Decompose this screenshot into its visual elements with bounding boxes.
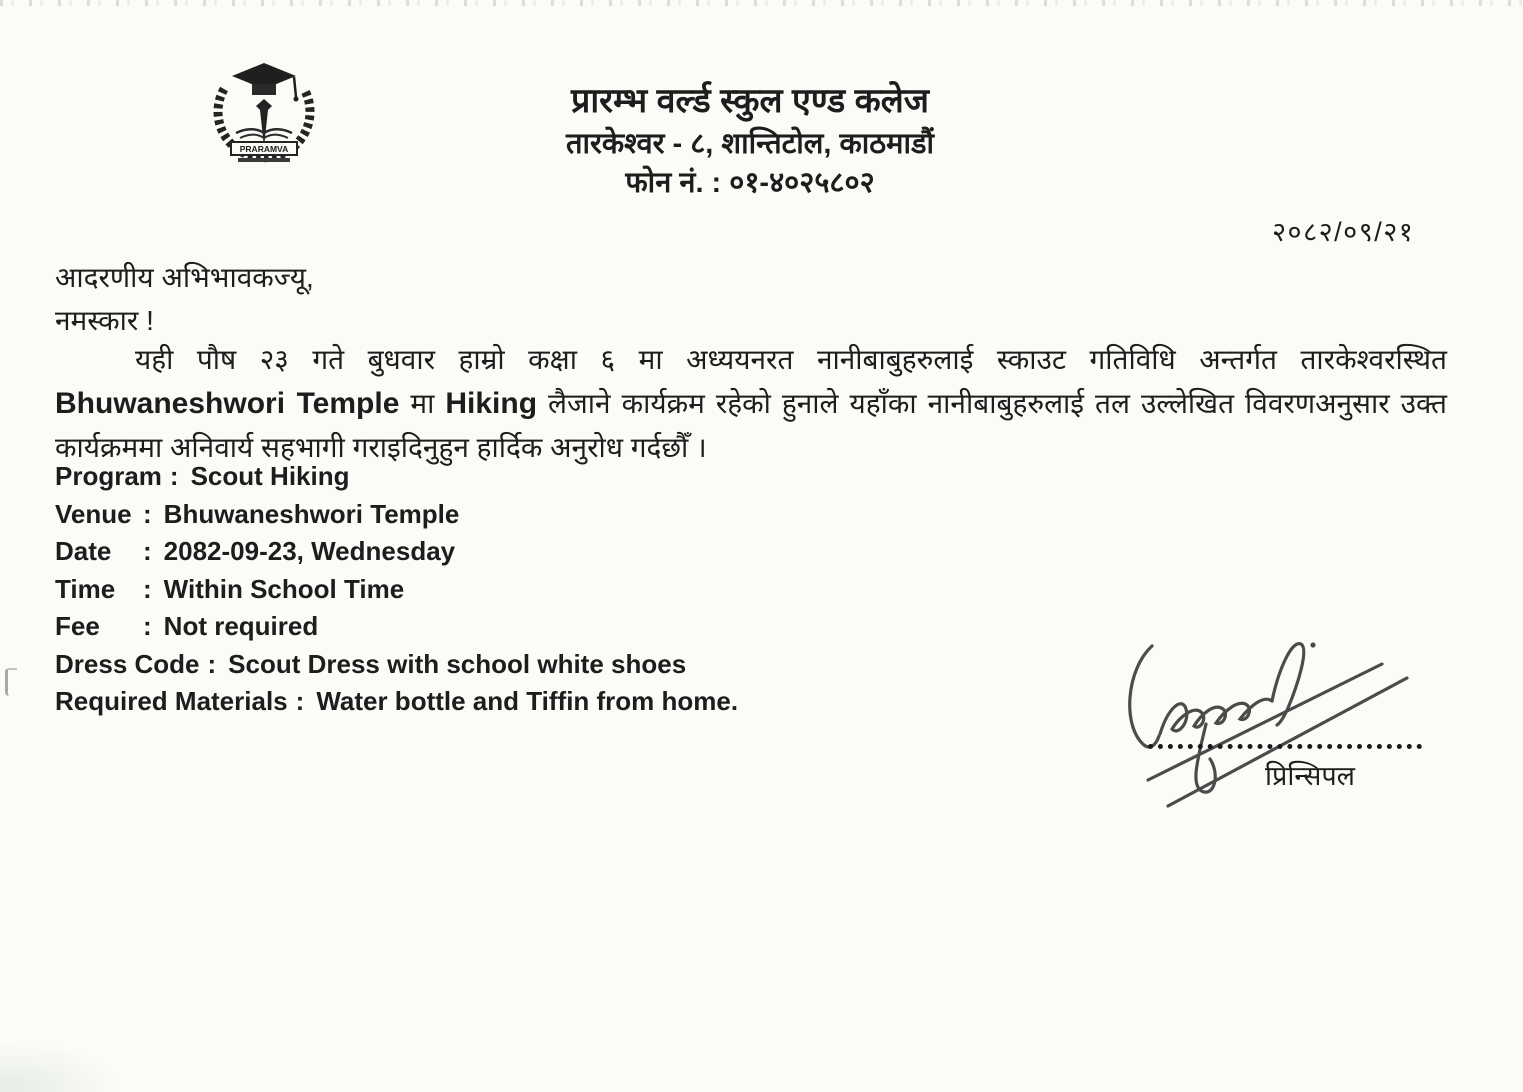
detail-label: Fee	[55, 611, 100, 641]
logo-banner-ribbon	[238, 158, 290, 162]
detail-value: Water bottle and Tiffin from home.	[316, 686, 739, 716]
detail-value: Within School Time	[163, 573, 405, 604]
detail-label: Time	[55, 573, 116, 604]
body-text-1: यही पौष २३ गते बुधवार हाम्रो कक्षा ६ मा अध्ययनरत नानीबाबुहरुलाई स्काउट गतिविधि अन्तर्गत तारकेश्वरस्थित	[135, 344, 1447, 375]
program-details-list	[55, 458, 738, 721]
salutation-line1: आदरणीय अभिभावकज्यू,	[55, 262, 314, 293]
detail-label: Program	[55, 461, 162, 491]
detail-row-fee	[55, 608, 738, 646]
scan-edge-noise	[0, 0, 1523, 6]
detail-label: Required Materials	[55, 686, 288, 716]
cap-tassel-end	[294, 97, 299, 102]
detail-row-date	[55, 533, 738, 571]
scan-artifact	[5, 668, 17, 696]
letterhead	[430, 80, 1070, 202]
detail-value: Not required	[163, 611, 319, 641]
detail-row-program	[55, 458, 738, 496]
salutation-line2: नमस्कार !	[55, 305, 154, 336]
school-name: प्रारम्भ वर्ल्ड स्कुल एण्ड कलेज	[571, 82, 929, 120]
detail-value: Scout Dress with school white shoes	[228, 648, 687, 679]
salutation	[55, 256, 314, 342]
cap-base	[252, 84, 276, 95]
detail-colon: :	[143, 573, 152, 604]
detail-label: Venue	[55, 498, 132, 529]
detail-label: Date	[55, 536, 112, 566]
detail-value: 2082-09-23, Wednesday	[163, 536, 456, 566]
detail-row-time	[55, 571, 738, 609]
detail-colon: :	[143, 498, 152, 529]
tie-icon	[256, 99, 272, 147]
body-text-2: मा	[399, 388, 446, 419]
logo-banner-text: PRARAMVA	[239, 144, 289, 154]
body-text-3: लैजाने कार्यक्रम रहेको हुनाले यहाँका नानीबाबुहरुलाई तल उल्लेखित विवरणअनुसार उक्त कार्यक्रममा अनिवार्य सहभागी गराइदिनुहुन हार्दिक अनुरोध गर्दछौँ ।	[55, 388, 1447, 463]
cap-tassel	[294, 77, 296, 97]
detail-value: Scout Hiking	[190, 461, 350, 491]
detail-row-dress-code	[55, 646, 738, 684]
signature-dotted-line	[1148, 720, 1422, 749]
school-phone: फोन नं. : ०१-४०२५८०२	[625, 167, 875, 199]
principal-title: प्रिन्सिपल	[1265, 761, 1355, 791]
detail-colon: :	[143, 536, 152, 566]
scan-corner-tint	[0, 1042, 120, 1092]
body-text-hiking: Hiking	[445, 387, 538, 420]
letter-date: २०८२/०९/२१	[1272, 217, 1415, 247]
detail-colon: :	[295, 686, 305, 716]
school-address: तारकेश्वर - ८, शान्तिटोल, काठमाडौं	[565, 128, 935, 160]
detail-colon: :	[143, 611, 152, 641]
body-text-venue: Bhuwaneshwori Temple	[55, 387, 400, 420]
detail-value: Bhuwaneshwori Temple	[163, 498, 460, 529]
school-logo-icon	[198, 56, 330, 180]
detail-row-required-materials	[55, 683, 738, 721]
detail-colon: :	[169, 461, 179, 491]
detail-row-venue	[55, 496, 738, 534]
letter-body-paragraph	[55, 338, 1447, 470]
detail-label: Dress Code	[55, 648, 200, 679]
detail-colon: :	[207, 648, 217, 679]
